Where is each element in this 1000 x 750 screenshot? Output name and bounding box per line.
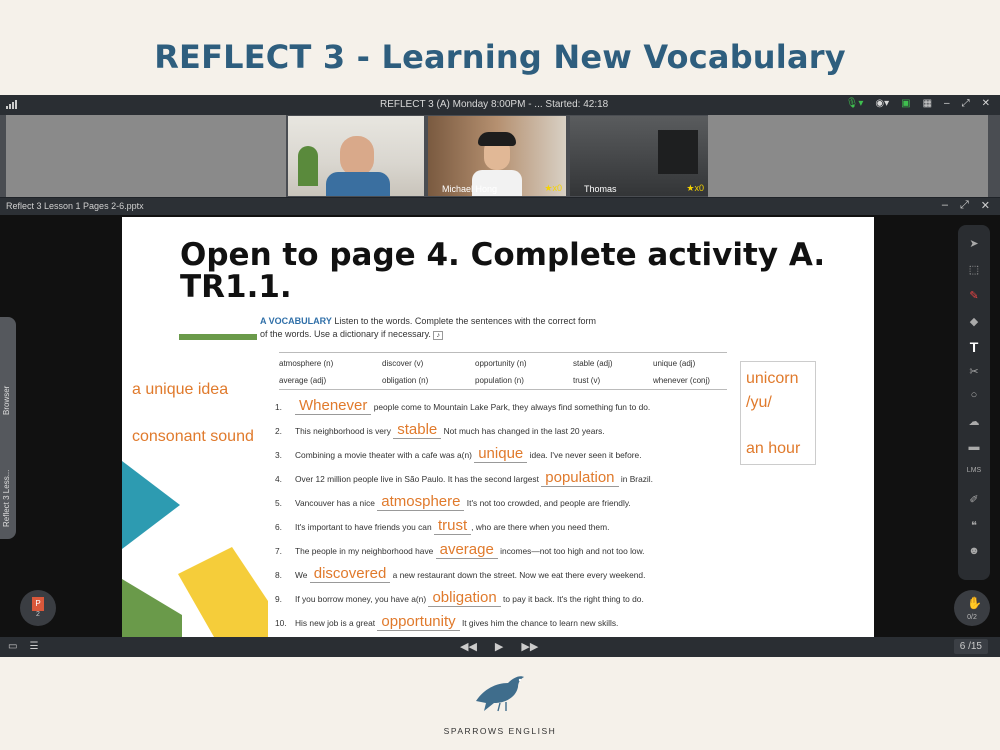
word-bank-item: population (n) (475, 376, 524, 385)
sentence: 3. Combining a movie theater with a cafe was a(n) unique idea. I've never seen it before. (275, 445, 642, 462)
fullscreen-icon[interactable]: ⤢ (961, 98, 970, 109)
annotation-toolbar (958, 225, 990, 580)
tab-reflect-lesson[interactable]: Reflect 3 Less... (2, 469, 11, 527)
classroom-app-window (0, 95, 1000, 657)
teacher-shirt (326, 172, 390, 196)
previous-slide-icon[interactable]: ◀◀ (460, 641, 477, 653)
side-note: a unique idea (132, 381, 229, 398)
side-note: consonant sound (132, 428, 254, 445)
word-bank-item: whenever (conj) (653, 376, 710, 385)
star-count: ★x0 (686, 183, 704, 193)
brand-name: SPARROWS ENGLISH (443, 726, 557, 736)
layout-grid-icon[interactable]: ▦ (922, 98, 933, 109)
michael-hair (478, 132, 516, 146)
doc-minimize-icon[interactable]: – (941, 199, 948, 211)
teacher-face (340, 136, 374, 176)
next-slide-icon[interactable]: ▶▶ (521, 641, 539, 653)
document-titlebar (0, 198, 1000, 215)
users-icon[interactable]: ☻ (968, 545, 980, 557)
word-bank-item: opportunity (n) (475, 359, 527, 368)
word-bank-item: unique (adj) (653, 359, 696, 368)
word-bank (279, 352, 727, 390)
shape-icon[interactable]: ○ (970, 389, 978, 401)
decorative-yellow-shape (178, 547, 268, 637)
word-bank-item: atmosphere (n) (279, 359, 334, 368)
decorative-teal-triangle (122, 461, 180, 549)
video-tile-michael[interactable] (428, 116, 566, 196)
doc-fullscreen-icon[interactable]: ⤢ (959, 199, 969, 211)
slide[interactable] (122, 217, 874, 637)
microphone-icon[interactable]: 🎙▾ (845, 98, 864, 109)
sidebar-toggle-icon[interactable]: ▭ (8, 641, 18, 652)
left-side-tabs[interactable] (0, 317, 16, 539)
box-note: an hour (746, 440, 801, 457)
participant-name: Michael Hong (442, 184, 498, 194)
menu-icon[interactable]: ☰ (29, 641, 39, 652)
thomas-background-object (658, 130, 698, 174)
section-label: A VOCABULARY (260, 316, 332, 326)
answer-blank: discovered (310, 565, 391, 583)
pen-icon[interactable]: ✎ (969, 290, 979, 302)
word-bank-item: discover (v) (382, 359, 424, 368)
box-note: unicorn (746, 370, 799, 387)
answer-blank: trust (434, 517, 471, 535)
video-strip-right-panel (708, 115, 988, 197)
audio-icon: ♪ (433, 331, 443, 340)
video-strip-left-panel (6, 115, 286, 197)
slide-navigation-bar (0, 637, 1000, 657)
play-icon[interactable]: ▶ (494, 641, 504, 653)
answer-blank: obligation (428, 589, 500, 607)
document-filename: Reflect 3 Lesson 1 Pages 2-6.pptx (6, 201, 144, 211)
sentence: 4. Over 12 million people live in São Paulo. It has the second largest population in Brazil. (275, 469, 653, 486)
sparrow-logo-icon (470, 667, 530, 717)
student-count-button[interactable]: ✋ 0/2 (954, 590, 990, 626)
video-tile-thomas[interactable] (570, 116, 708, 196)
close-icon[interactable]: ✕ (981, 98, 990, 109)
answer-blank: atmosphere (377, 493, 464, 511)
toolbox-icon[interactable]: ▬ (968, 441, 980, 453)
lms-icon[interactable]: LMS (966, 467, 982, 474)
page-indicator: 6 /15 (954, 639, 988, 654)
word-bank-item: obligation (n) (382, 376, 429, 385)
word-bank-item: stable (adj) (573, 359, 613, 368)
screen-share-icon[interactable]: ▣ (901, 98, 911, 109)
sentence: 6. It's important to have friends you can trust , who are there when you need them. (275, 517, 610, 534)
answer-blank: population (541, 469, 618, 487)
text-tool-icon[interactable]: T (969, 339, 979, 355)
sentence: 2. This neighborhood is very stable Not much has changed in the last 20 years. (275, 421, 605, 438)
raise-hand-icon: ✋ (967, 596, 982, 610)
participant-name: Thomas (584, 184, 617, 194)
word-bank-item: average (adj) (279, 376, 327, 385)
green-accent-bar (179, 334, 257, 340)
chat-icon[interactable]: ❝ (971, 520, 977, 532)
video-strip (0, 115, 1000, 197)
scissors-icon[interactable]: ✂ (969, 366, 979, 378)
edit-icon[interactable]: ✐ (969, 494, 979, 506)
answer-blank: unique (474, 445, 527, 463)
eraser-icon[interactable]: ◆ (969, 316, 979, 328)
sentence: 9. If you borrow money, you have a(n) obligation to pay it back. It's the right thing to do. (275, 589, 644, 606)
instructions: A VOCABULARY Listen to the words. Complete the sentences with the correct form of the words. Use a dictionary if necessary. ♪ (260, 316, 596, 339)
camera-icon[interactable]: ◉▾ (875, 98, 890, 109)
plant-image (298, 146, 318, 186)
app-topbar (0, 95, 1000, 115)
answer-blank: stable (393, 421, 441, 439)
notes-box (740, 361, 816, 465)
word-bank-item: trust (v) (573, 376, 601, 385)
sentence: 5. Vancouver has a nice atmosphere It's not too crowded, and people are friendly. (275, 493, 631, 510)
star-count: ★x0 (544, 183, 562, 193)
slide-title: Open to page 4. Complete activity A. TR1.1. (180, 237, 826, 305)
ppt-file-button[interactable]: P 2 (20, 590, 56, 626)
sentence: 8. We discovered a new restaurant down the street. Now we eat there every weekend. (275, 565, 646, 582)
tab-browser[interactable]: Browser (2, 385, 11, 415)
answer-blank: average (436, 541, 498, 559)
video-tile-teacher[interactable] (288, 116, 424, 196)
decorative-green-shape (122, 579, 182, 637)
doc-close-icon[interactable]: ✕ (980, 200, 990, 212)
signal-icon (6, 100, 17, 109)
ppt-icon: P (32, 597, 44, 611)
slide-stage (0, 215, 1000, 637)
sentence: 10. His new job is a great opportunity It gives him the chance to learn new skills. (275, 613, 619, 630)
answer-blank: opportunity (377, 613, 459, 631)
select-icon[interactable]: ⬚ (968, 264, 980, 276)
answer-blank: Whenever (295, 397, 371, 415)
sentence: 7. The people in my neighborhood have average incomes—not too high and not too low. (275, 541, 645, 558)
page-title: REFLECT 3 - Learning New Vocabulary (154, 38, 846, 76)
sentence: 1. Whenever people come to Mountain Lake Park, they always find something fun to do. (275, 397, 651, 414)
minimize-icon[interactable]: – (944, 98, 950, 109)
pointer-icon[interactable]: ➤ (969, 238, 979, 250)
cloud-icon[interactable]: ☁ (968, 416, 980, 428)
box-note: /yu/ (746, 394, 772, 411)
session-info: REFLECT 3 (A) Monday 8:00PM - ... Started: 42:18 (380, 99, 609, 110)
